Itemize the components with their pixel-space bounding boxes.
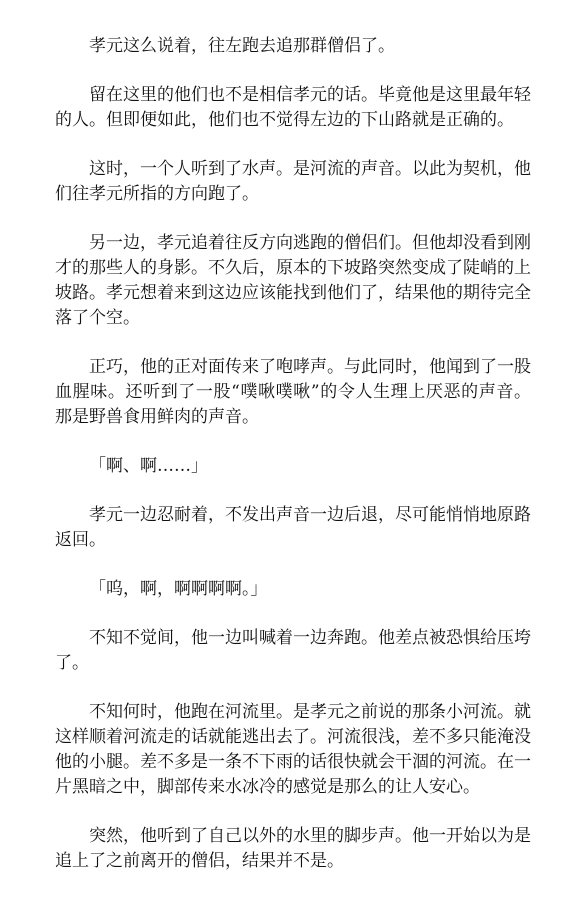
document-page [55, 34, 531, 898]
paragraph: 孝元这么说着，往左跑去追那群僧侣了。 [89, 36, 395, 56]
paragraph: 留在这里的他们也不是相信孝元的话。毕竟他是这里最年轻的人。但即便如此，他们也不觉得左边的下山路就是正确的。 [55, 85, 531, 130]
dialogue-line: 「呜，啊，啊啊啊啊。」 [89, 579, 268, 599]
paragraph: 正巧，他的正对面传来了咆哮声。与此同时，他闻到了一股血腥味。还听到了一股“噗啾噗啾”的令人生理上厌恶的声音。那是野兽食用鲜肉的声音。 [55, 357, 531, 427]
paragraph: 不知何时，他跑在河流里。是孝元之前说的那条小河流。就这样顺着河流走的话就能逃出去了。河流很浅，差不多只能淹没他的小腿。差不多是一条不下雨的话很快就会干涸的河流。在一片黑暗之中，脚部传来水冰冷的感觉是那么的让人安心。 [55, 702, 531, 797]
paragraph: 这时，一个人听到了水声。是河流的声音。以此为契机，他们往孝元所指的方向跑了。 [55, 159, 531, 204]
dialogue-line: 「啊、啊……」 [89, 456, 208, 476]
paragraph: 不知不觉间，他一边叫喊着一边奔跑。他差点被恐惧给压垮了。 [55, 628, 531, 673]
paragraph: 突然，他听到了自己以外的水里的脚步声。他一开始以为是追上了之前离开的僧侣，结果并不是。 [55, 826, 531, 871]
paragraph: 孝元一边忍耐着，不发出声音一边后退，尽可能悄悄地原路返回。 [55, 505, 531, 550]
paragraph: 另一边，孝元追着往反方向逃跑的僧侣们。但他却没看到刚才的那些人的身影。不久后，原本的下坡路突然变成了陡峭的上坡路。孝元想着来到这边应该能找到他们了，结果他的期待完全落了个空。 [55, 233, 531, 328]
